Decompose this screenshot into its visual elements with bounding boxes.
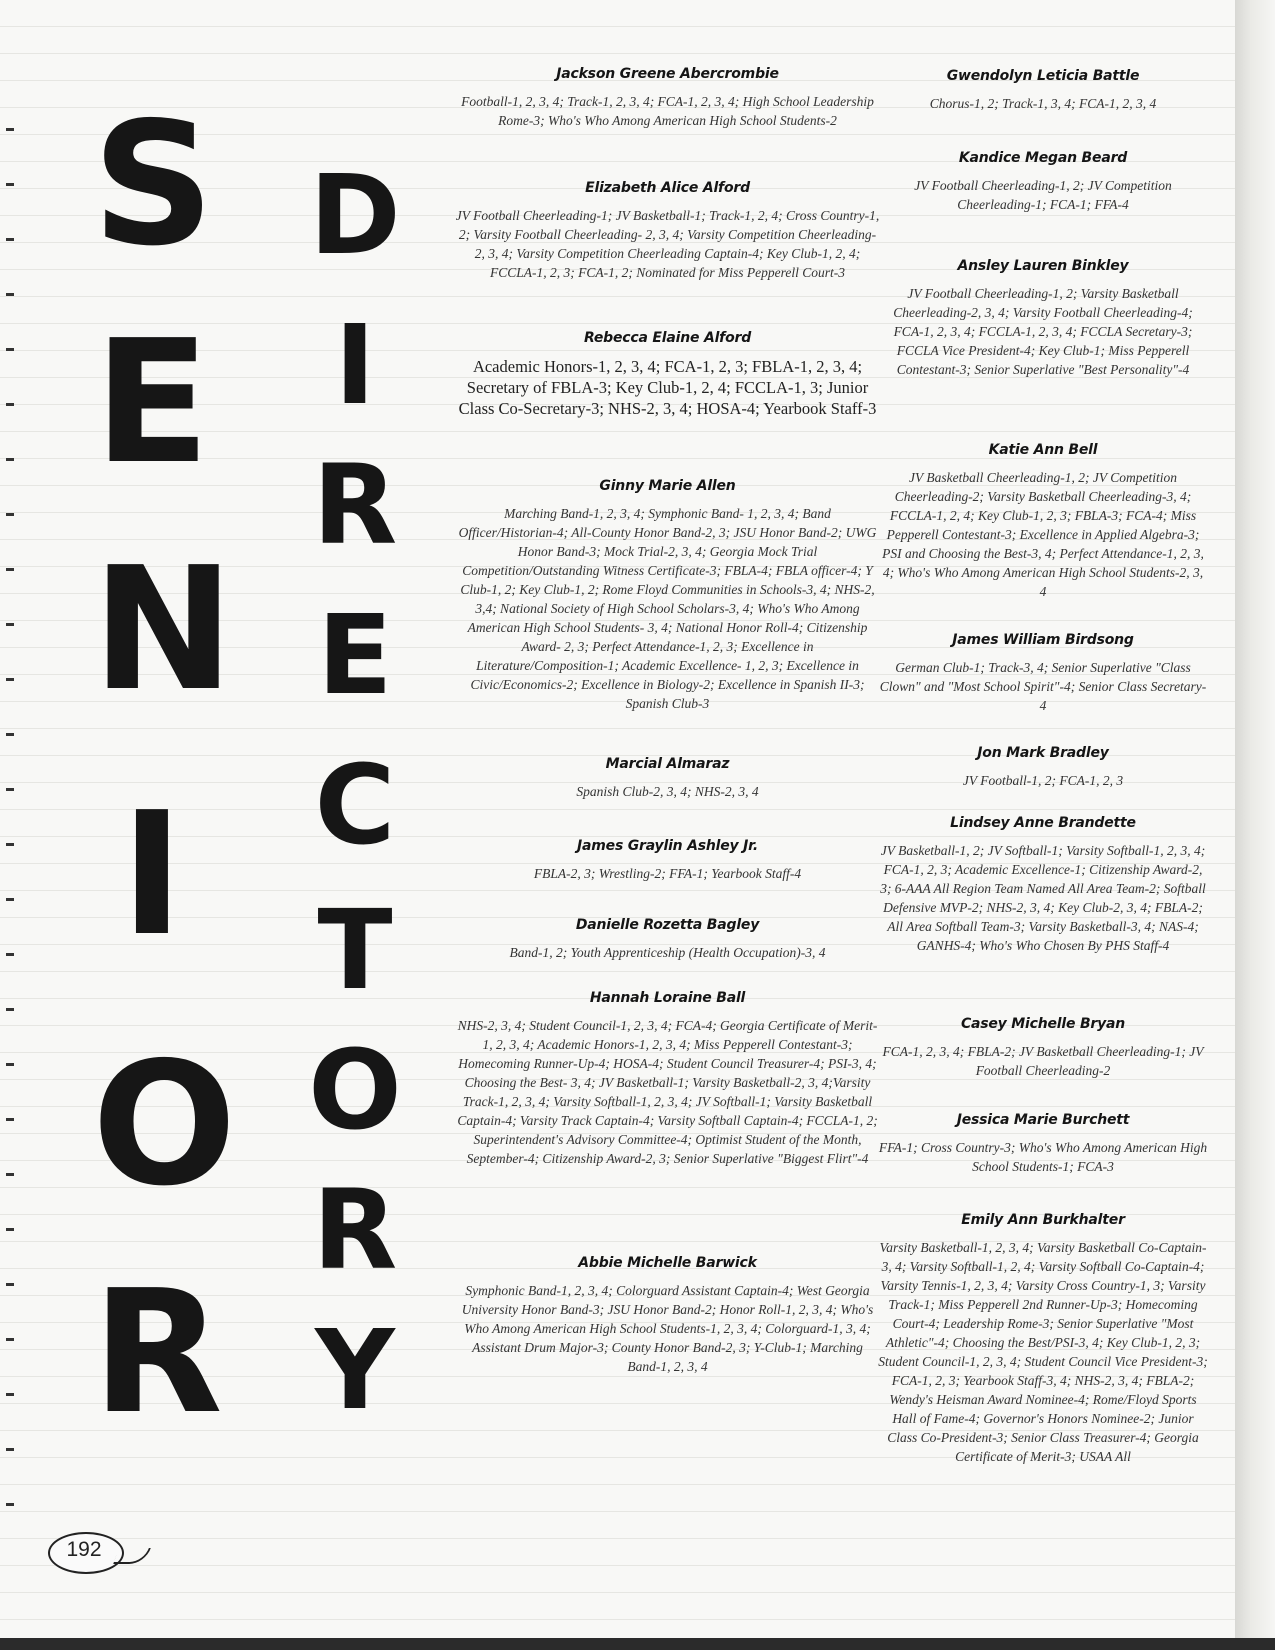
title-letter: R [92,1254,223,1452]
title-letter: E [93,304,211,502]
student-name: Kandice Megan Beard [958,150,1128,166]
student-name: Hannah Loraine Ball [589,990,746,1006]
directory-entry [455,756,880,801]
student-activities: JV Basketball-1, 2; JV Softball-1; Varsity Softball-1, 2, 3, 4; FCA-1, 2, 3; Academic Excellence-1; Citizenship Award-2, 3; 6-AAA All Region Team Named All Area Team-2; Softball Defensive MVP-2; NHS-2, 3, 4; Key Club-2, 3, 4; FBLA-2; All Area Softball Team-3; Varsity Basketball-3, 4; NAS-4; GANHS-4; Who's Who Chosen By PHS Staff-4 [880,843,1206,953]
margin-tick [6,1173,14,1176]
directory-entry [878,1212,1208,1466]
directory-entry [878,1112,1208,1176]
margin-tick [6,403,14,406]
margin-tick [6,348,14,351]
title-letter: I [120,776,184,974]
directory-entry [455,917,880,962]
margin-tick [6,1283,14,1286]
student-name: James William Birdsong [952,632,1134,648]
margin-tick [6,1118,14,1121]
student-activities: Chorus-1, 2; Track-1, 3, 4; FCA-1, 2, 3, 4 [929,96,1157,111]
directory-entry [455,838,880,883]
student-activities: FBLA-2, 3; Wrestling-2; FFA-1; Yearbook Staff-4 [533,866,802,881]
student-name: Jackson Greene Abercrombie [556,66,779,82]
margin-tick [6,1063,14,1066]
student-name: Casey Michelle Bryan [960,1016,1126,1032]
margin-tick [6,128,14,131]
student-activities: FFA-1; Cross Country-3; Who's Who Among American High School Students-1; FCA-3 [878,1140,1208,1174]
student-activities: JV Football Cheerleading-1, 2; Varsity Basketball Cheerleading-2, 3, 4; Varsity Football Cheerleading-4; FCA-1, 2, 3, 4; FCCLA-1, 2, 3, 4; FCCLA Secretary-3; FCCLA Vice President-4; Key Club-1; Miss Pepperell Contestant-3; Senior Superlative "Best Personality"-4 [893,286,1193,377]
student-name: Rebecca Elaine Alford [583,330,752,346]
title-letter: T [317,886,393,1014]
student-activities: Band-1, 2; Youth Apprenticeship (Health Occupation)-3, 4 [509,945,826,960]
page-bottom-edge [0,1638,1275,1650]
title-letter: R [312,1166,398,1294]
margin-tick [6,568,14,571]
title-letter: S [92,86,215,284]
student-name: Elizabeth Alice Alford [585,180,750,196]
margin-tick [6,788,14,791]
margin-tick [6,183,14,186]
directory-entry [878,1016,1208,1080]
student-activities: German Club-1; Track-3, 4; Senior Superlative "Class Clown" and "Most School Spirit"-4; Senior Class Secretary-4 [879,660,1207,713]
margin-tick [6,898,14,901]
student-activities: FCA-1, 2, 3, 4; FBLA-2; JV Basketball Cheerleading-1; JV Football Cheerleading-2 [882,1044,1204,1078]
margin-tick [6,623,14,626]
student-name: Katie Ann Bell [988,442,1098,458]
student-activities: JV Basketball Cheerleading-1, 2; JV Competition Cheerleading-2; Varsity Basketball Cheerleading-3, 4; FCCLA-1, 2, 4; Key Club-1, 2, 3; FBLA-3; FCA-4; Miss Pepperell Contestant-3; Excellence in Applied Algebra-3; PSI and Choosing the Best-3, 4; Perfect Attendance-1, 2, 3, 4; Who's Who Among American High School Students-2, 3, 4 [882,470,1204,599]
student-activities: Symphonic Band-1, 2, 3, 4; Colorguard Assistant Captain-4; West Georgia University Honor Band-3; JSU Honor Band-2; Honor Roll-1, 2, 3, 4; Who's Who Among American High School Students-1, 2, 3, 4; Colorguard-1, 3, 4; Assistant Drum Major-3; County Honor Band-2, 3; Y-Club-1; Marching Band-1, 2, 3, 4 [461,1283,874,1374]
title-letter: I [334,301,376,429]
student-name: Jessica Marie Burchett [956,1112,1130,1128]
margin-tick [6,1503,14,1506]
student-activities: JV Football Cheerleading-1; JV Basketball-1; Track-1, 2, 4; Cross Country-1, 2; Varsity Football Cheerleading- 2, 3, 4; Varsity Competition Cheerleading-2, 3, 4; Varsity Competition Cheerleading Captain-4; Key Club-1, 2, 4; FCCLA-1, 2, 3; FCA-1, 2; Nominated for Miss Pepperell Court-3 [455,208,880,280]
title-letter: O [308,1026,402,1154]
student-name: Marcial Almaraz [605,756,730,772]
directory-entry [878,68,1208,113]
student-name: James Graylin Ashley Jr. [577,838,758,854]
title-letter: N [92,531,235,729]
student-name: Ansley Lauren Binkley [957,258,1129,274]
student-name: Abbie Michelle Barwick [578,1255,757,1271]
margin-tick [6,678,14,681]
student-activities: Academic Honors-1, 2, 3, 4; FCA-1, 2, 3; FBLA-1, 2, 3, 4; Secretary of FBLA-3; Key Club-1, 2, 4; FCCLA-1, 3; Junior Class Co-Secretary-3; NHS-2, 3, 4; HOSA-4; Yearbook Staff-3 [458,357,877,418]
student-name: Gwendolyn Leticia Battle [946,68,1140,84]
margin-tick [6,843,14,846]
title-letter: O [92,1026,237,1224]
margin-tick [6,458,14,461]
directory-entry [455,1255,880,1376]
directory-entry [455,478,880,713]
margin-tick [6,238,14,241]
page-binding-edge [1235,0,1275,1650]
margin-tick [6,1448,14,1451]
directory-entry [455,990,880,1168]
student-name: Lindsey Anne Brandette [950,815,1136,831]
title-letter: R [312,441,398,569]
student-activities: Football-1, 2, 3, 4; Track-1, 2, 3, 4; FCA-1, 2, 3, 4; High School Leadership Rome-3; Who's Who Among American High School Students-2 [461,94,874,128]
directory-entry [878,745,1208,790]
title-letter: D [309,151,401,279]
margin-tick [6,293,14,296]
directory-entry [878,442,1208,601]
page-number: 192 [66,1538,102,1561]
title-letter: E [317,591,393,719]
margin-tick [6,1228,14,1231]
directory-entry [455,330,880,419]
title-letter: C [314,741,396,869]
student-activities: Marching Band-1, 2, 3, 4; Symphonic Band- 1, 2, 3, 4; Band Officer/Historian-4; All-County Honor Band-2, 3; JSU Honor Band-2; UWG Honor Band-3; Mock Trial-2, 3, 4; Georgia Mock Trial Competition/Outstanding Witness Certificate-3; FBLA-4; FBLA officer-4; Y Club-1, 2; Key Club-1, 2; Rome Floyd Communities in Schools-3, 4; NHS-2, 3,4; National Society of High School Scholars-3, 4; Who's Who Among American High School Students- 3, 4; National Honor Roll-4; Citizenship Award- 2, 3; Perfect Attendance-1, 2, 3; Excellence in Literature/Composition-1; Academic Excellence- 1, 2, 3; Excellence in Civic/Economics-2; Excellence in Biology-2; Excellence in Spanish II-3; Spanish Club-3 [458,506,877,711]
student-name: Ginny Marie Allen [599,478,736,494]
student-activities: Spanish Club-2, 3, 4; NHS-2, 3, 4 [576,784,759,799]
margin-tick [6,953,14,956]
student-name: Emily Ann Burkhalter [961,1212,1125,1228]
directory-entry [878,150,1208,214]
student-activities: NHS-2, 3, 4; Student Council-1, 2, 3, 4; FCA-4; Georgia Certificate of Merit-1, 2, 3, 4; Academic Honors-1, 2, 3, 4; Miss Pepperell Contestant-3; Homecoming Runner-Up-4; HOSA-4; Student Council Treasurer-4; PSI-3, 4; Choosing the Best- 3, 4; JV Basketball-1; Varsity Basketball-2, 3, 4;Varsity Track-1, 2, 3, 4; Varsity Softball-1, 2, 3, 4; JV Softball-1; Varsity Basketball Captain-4; Varsity Track Captain-4; Varsity Softball Captain-4; FCCLA-1, 2; Superintendent's Advisory Committee-4; Optimist Student of the Month, September-4; Citizenship Award-2, 3; Senior Superlative "Biggest Flirt"-4 [457,1018,878,1166]
student-activities: JV Football-1, 2; FCA-1, 2, 3 [962,773,1124,788]
margin-tick [6,1338,14,1341]
student-activities: Varsity Basketball-1, 2, 3, 4; Varsity Basketball Co-Captain-3, 4; Varsity Softball-1, 2, 4; Varsity Softball Co-Captain-4; Varsity Tennis-1, 2, 3, 4; Varsity Cross Country-1, 3; Varsity Track-1; Miss Pepperell 2nd Runner-Up-3; Homecoming Court-4; Leadership Rome-3; Senior Superlative "Most Athletic"-4; Choosing the Best/PSI-3, 4; Key Club-1, 2, 3; Student Council-1, 2, 3, 4; Student Council Vice President-3; FCA-1, 2, 3; Yearbook Staff-3, 4; NHS-2, 3, 4; FBLA-2; Wendy's Heisman Award Nominee-4; Rome/Floyd Sports Hall of Fame-4; Governor's Honors Nominee-2; Junior Class Co-President-3; Senior Class Treasurer-4; Georgia Certificate of Merit-3; USAA All [878,1240,1208,1464]
title-letter: Y [315,1306,395,1434]
student-name: Jon Mark Bradley [977,745,1109,761]
margin-tick [6,1008,14,1011]
directory-entry [878,815,1208,955]
margin-tick [6,1393,14,1396]
directory-entry [455,180,880,282]
directory-entry [878,632,1208,715]
margin-tick [6,733,14,736]
student-activities: JV Football Cheerleading-1, 2; JV Competition Cheerleading-1; FCA-1; FFA-4 [914,178,1172,212]
directory-entry [455,66,880,130]
directory-entry [878,258,1208,379]
student-name: Danielle Rozetta Bagley [575,917,760,933]
margin-tick [6,513,14,516]
